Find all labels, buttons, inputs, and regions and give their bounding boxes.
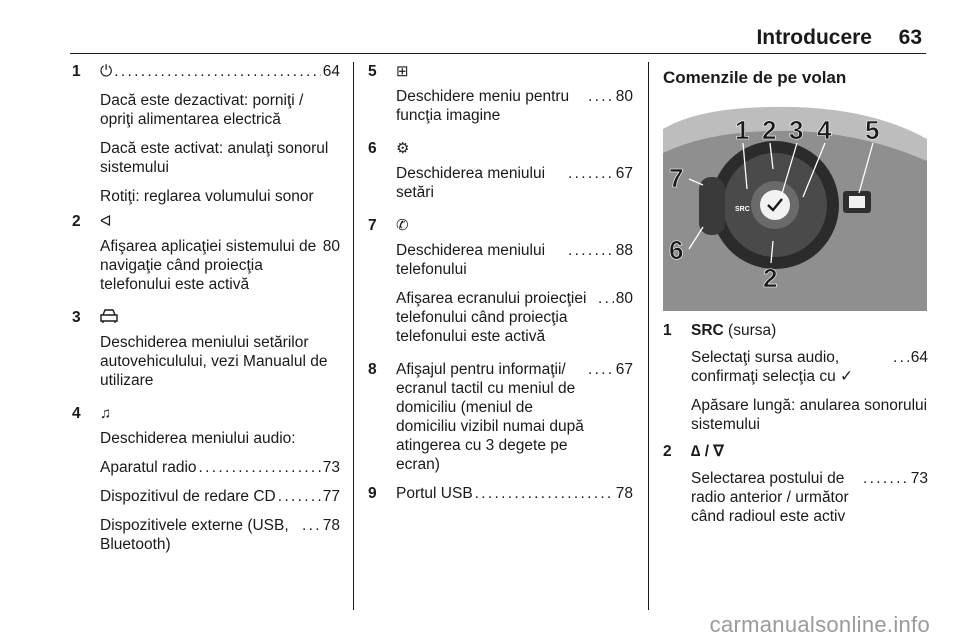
list-item: [72, 308, 340, 390]
power-icon: ⏻: [100, 63, 113, 80]
item-number: 1: [663, 322, 672, 339]
list-item: 2 ∆ / ∇ Selectarea postului de radio anterior / următor când radioul este activ . . . 73: [663, 442, 928, 526]
subsection-title: Comenzile de pe volan: [663, 68, 847, 87]
car-icon: [100, 308, 118, 327]
item-number: 6: [368, 140, 377, 157]
page-header: [0, 0, 960, 56]
page-number: 63: [898, 26, 922, 49]
paragraph: Apăsare lungă: anularea sonorului sistemului: [691, 397, 928, 433]
paragraph: Rotiţi: reglarea volumului sonor: [100, 188, 314, 205]
figure-label: 4: [817, 115, 832, 145]
src-button-label: SRC: [735, 206, 750, 213]
figure-label: 1: [735, 115, 750, 145]
header-rule: [70, 53, 926, 54]
item-number: 3: [72, 309, 81, 326]
middle-column: [368, 62, 633, 513]
list-item: [72, 62, 340, 206]
list-item: 5 ⊞ Deschidere meniu pentru funcţia imagine . . . 80: [368, 62, 633, 125]
left-column: [72, 62, 340, 564]
page-ref: 80: [322, 238, 340, 255]
gear-icon: ⚙: [396, 140, 410, 157]
page-reference: Dispozitivele externe (USB, Bluetooth) . . . 78: [100, 516, 340, 554]
navigation-icon: ᐊ: [100, 213, 112, 230]
page-reference: Aparatul radio . . . 73: [100, 458, 340, 477]
item-number: 5: [368, 63, 377, 80]
grid-icon: ⊞: [396, 63, 409, 80]
music-note-icon: ♫: [100, 405, 112, 422]
phone-icon: ✆: [396, 217, 409, 234]
list-item: [72, 212, 340, 294]
paragraph: Afişarea aplicaţiei sistemului de navigaţie când proiecţia telefonului este activă: [100, 238, 317, 293]
arrow-up-down-icon: ∆ / ∇: [691, 443, 724, 460]
right-column: [663, 62, 928, 536]
item-number: 9: [368, 485, 377, 502]
list-item: 6 ⚙ Deschiderea meniului setări . . . 67: [368, 139, 633, 202]
item-number: 4: [72, 405, 81, 422]
watermark: carmanualsonline.info: [709, 612, 930, 637]
page-reference: Dispozitivul de redare CD . . . 77: [100, 487, 340, 506]
figure-label: 7: [669, 163, 684, 193]
paragraph: Deschiderea meniului setărilor autovehiculului, vezi Manualul de utilizare: [100, 334, 328, 389]
figure-label: 5: [865, 115, 880, 145]
figure-label: 3: [789, 115, 804, 145]
item-number: 7: [368, 217, 377, 234]
list-item: 7 ✆ Deschiderea meniului telefonului . . . 88 Afişarea ecranului proiecţiei telefonului când proiecţia telefonului este activă . . . 80: [368, 216, 633, 346]
item-number: 8: [368, 361, 377, 378]
paragraph: Deschiderea meniului audio:: [100, 430, 296, 447]
list-item: 9 Portul USB . . . 78: [368, 484, 633, 503]
page-ref: 64: [322, 63, 340, 80]
list-item: 8 Afişajul pentru informaţii/ ecranul tactil cu meniul de domiciliu (meniul de domiciliu vizibil numai după atingerea cu 3 degete pe ecran) . . . 67: [368, 360, 633, 474]
item-number: 1: [72, 63, 81, 80]
column-divider: [648, 62, 649, 610]
figure-label: 2: [762, 115, 777, 145]
list-item: [72, 404, 340, 554]
paragraph: Dacă este dezactivat: porniţi / opriţi alimentarea electrică: [100, 92, 304, 128]
column-divider: [353, 62, 354, 610]
paragraph: Dacă este activat: anulaţi sonorul sistemului: [100, 140, 329, 176]
figure-label: 2: [763, 263, 778, 293]
item-number: 2: [663, 443, 672, 460]
steering-wheel-figure: [663, 99, 927, 311]
check-icon: ✓: [840, 368, 854, 385]
item-number: 2: [72, 213, 81, 230]
figure-label: 6: [669, 235, 684, 265]
section-title: Introducere: [756, 26, 872, 49]
list-item: 1 SRC (sursa) Selectaţi sursa audio, confirmaţi selecţia cu ✓ . . . 64 Apăsare lungă: anularea sonorului sistemului: [663, 321, 928, 434]
